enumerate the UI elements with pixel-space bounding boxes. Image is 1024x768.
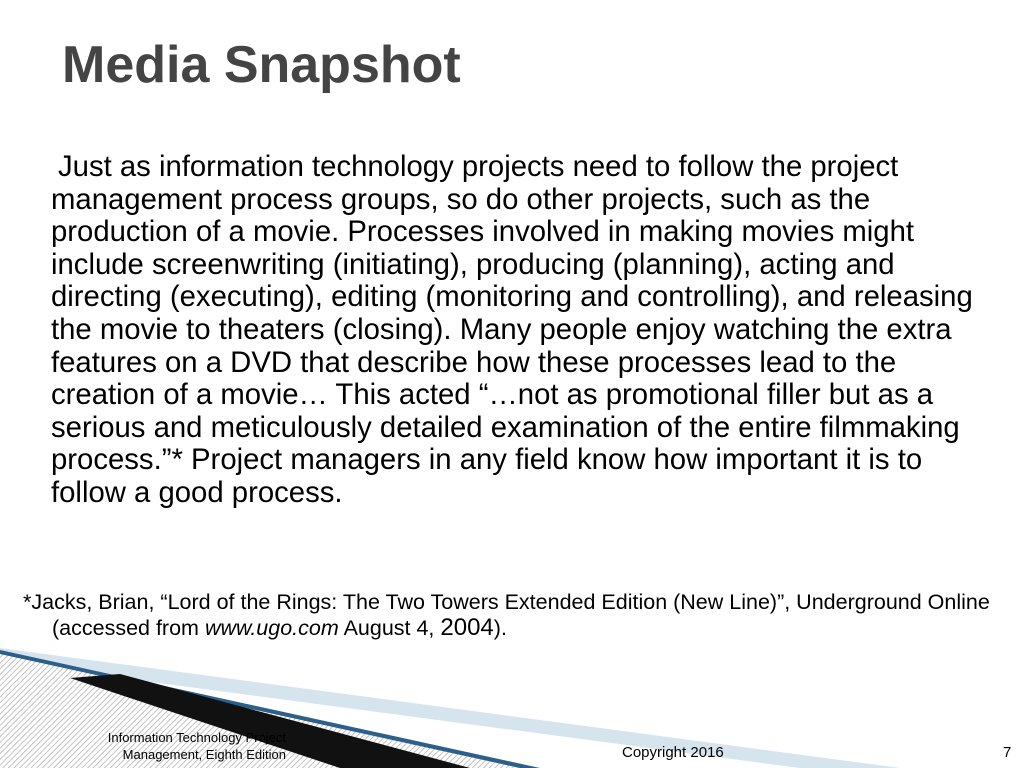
footer-book-title [76, 729, 286, 763]
footer-book-line-1: Information Technology Project [107, 730, 286, 745]
citation-suffix: ). [493, 616, 507, 640]
slide-body-text: Just as information technology projects need to follow the project management process groups, so do other projects, such as the production of a movie. Processes involved in making movies might include screenwriting (initiating), producing (planning), acting and directing (executing), editing (monitoring and controlling), and releasing the movie to theaters (closing). Many people enjoy watching the extra features on a DVD that describe how these processes lead to the creation of a movie… This acted “…not as promotional filler but as a serious and meticulously detailed examination of the entire filmmaking process.”* Project managers in any field know how important it is to follow a good process. [51, 150, 973, 509]
citation-year: 2004 [440, 614, 494, 641]
page-number: 7 [1003, 744, 1012, 761]
citation-prefix: *Jacks, Brian, “Lord of the Rings: The Two Towers Extended Edition (New Line)”, Underground Online (accessed from [23, 590, 990, 640]
citation-date: August 4, [338, 616, 441, 640]
citation-url: www.ugo.com [204, 616, 339, 640]
footer-copyright: Copyright 2016 [622, 744, 724, 761]
slide-title: Media Snapshot [62, 36, 461, 94]
citation [23, 589, 1012, 641]
footer-book-line-2: Management, Eighth Edition [122, 747, 286, 762]
